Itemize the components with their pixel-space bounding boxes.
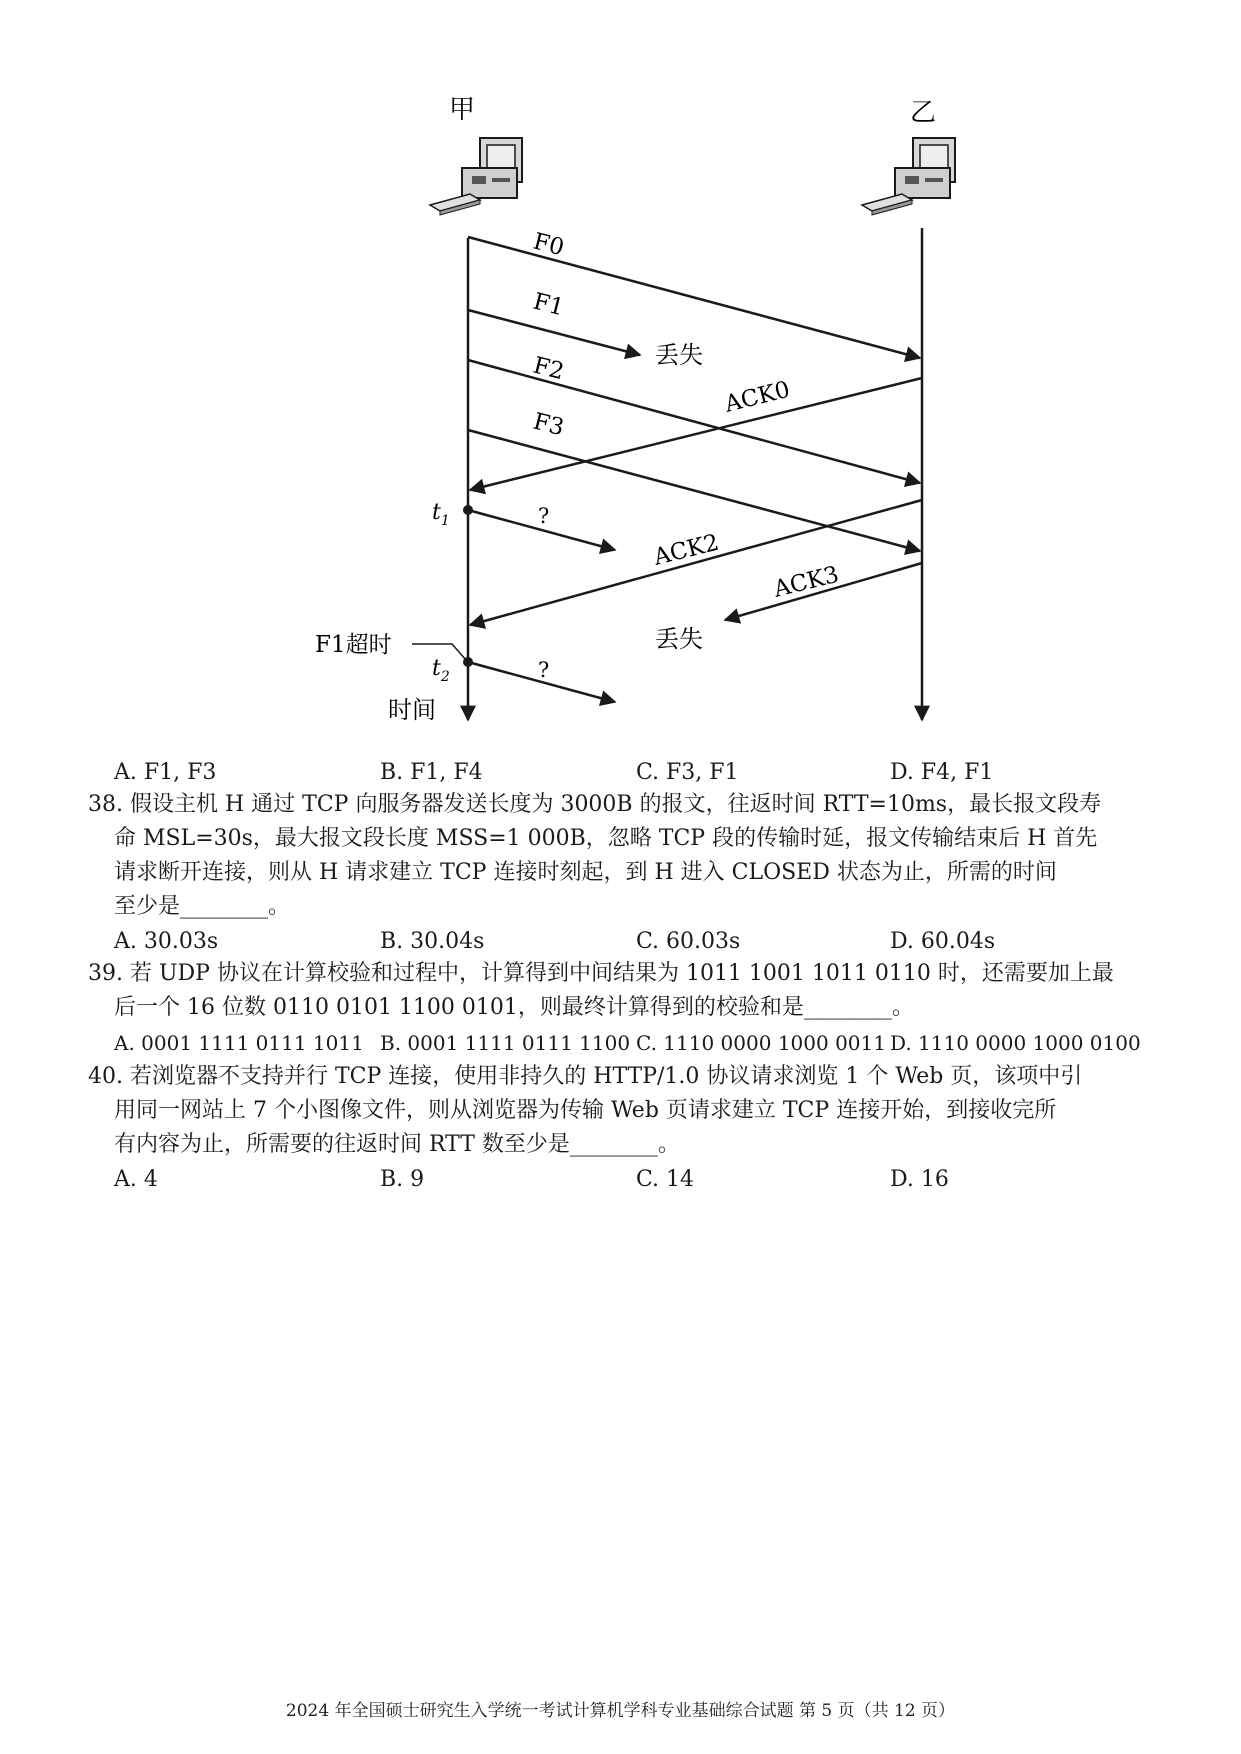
q37-option-d[interactable]: D. F4, F1 (890, 760, 994, 785)
label-f2: F2 (530, 352, 567, 386)
host-b-label: 乙 (909, 98, 937, 128)
q39-option-d[interactable]: D. 1110 0000 1000 0100 (890, 1031, 1141, 1055)
q40-option-a[interactable]: A. 4 (114, 1167, 158, 1192)
q37-option-b[interactable]: B. F1, F4 (380, 760, 483, 785)
time-axis-label: 时间 (388, 696, 436, 724)
q39-option-b[interactable]: B. 0001 1111 0111 1100 (380, 1031, 631, 1055)
label-ack3: ACK3 (771, 561, 842, 603)
q39-option-c[interactable]: C. 1110 0000 1000 0011 (636, 1031, 886, 1055)
q38-line-1: 38. 假设主机 H 通过 TCP 向服务器发送长度为 3000B 的报文，往返时间 RTT=10ms，最长报文段寿 (88, 792, 1102, 817)
label-ack2: ACK2 (651, 529, 722, 571)
q38-option-d[interactable]: D. 60.04s (890, 929, 996, 954)
q39-line-2: 后一个 16 位数 0110 0101 1100 0101，则最终计算得到的校验和是________。 (114, 995, 914, 1020)
q38-line-4: 至少是________。 (114, 894, 291, 919)
q38-line-3: 请求断开连接，则从 H 请求建立 TCP 连接时刻起，到 H 进入 CLOSED 状态为止，所需的时间 (114, 860, 1057, 885)
q37-option-a[interactable]: A. F1, F3 (114, 760, 217, 785)
lost-label-2: 丢失 (655, 625, 703, 653)
q40-line-1: 40. 若浏览器不支持并行 TCP 连接，使用非持久的 HTTP/1.0 协议请求浏览 1 个 Web 页，该项中引 (88, 1064, 1083, 1089)
t2-label: $t_2$ (432, 656, 450, 685)
q40-line-3: 有内容为止，所需要的往返时间 RTT 数至少是________。 (114, 1132, 680, 1157)
q40-option-c[interactable]: C. 14 (636, 1167, 695, 1192)
q40-line-2: 用同一网站上 7 个小图像文件，则从浏览器为传输 Web 页请求建立 TCP 连接开始，到接收完所 (114, 1098, 1057, 1123)
label-f0: F0 (530, 228, 567, 262)
q40-option-b[interactable]: B. 9 (380, 1167, 425, 1192)
lost-label-1: 丢失 (655, 341, 703, 369)
f1-timeout-label: F1超时 (315, 632, 392, 658)
q38-line-2: 命 MSL=30s，最大报文段长度 MSS=1 000B，忽略 TCP 段的传输时延，报文传输结束后 H 首先 (114, 826, 1098, 851)
q39-line-1: 39. 若 UDP 协议在计算校验和过程中，计算得到中间结果为 1011 1001 1011 0110 时，还需要加上最 (88, 961, 1114, 986)
q38-option-b[interactable]: B. 30.04s (380, 929, 485, 954)
frame-f3-arrow (468, 430, 920, 551)
label-ack0: ACK0 (722, 376, 793, 418)
t1-event-dot (463, 505, 473, 515)
computer-icon-host-a (430, 138, 522, 215)
t1-label: $t_1$ (432, 500, 450, 529)
q38-option-c[interactable]: C. 60.03s (636, 929, 741, 954)
question-mark-t1: ? (538, 504, 550, 528)
tcp-timing-diagram (0, 0, 1241, 760)
q37-option-c[interactable]: C. F3, F1 (636, 760, 739, 785)
q40-option-d[interactable]: D. 16 (890, 1167, 949, 1192)
question-mark-t2: ? (538, 658, 550, 682)
page-footer: 2024 年全国硕士研究生入学统一考试计算机学科专业基础综合试题 第 5 页（共 12 页） (285, 1701, 956, 1721)
q38-option-a[interactable]: A. 30.03s (114, 929, 219, 954)
q39-option-a[interactable]: A. 0001 1111 0111 1011 (114, 1031, 364, 1055)
label-f3: F3 (530, 408, 567, 442)
label-f1: F1 (530, 288, 567, 322)
computer-icon-host-b (862, 138, 955, 215)
host-a-label: 甲 (448, 95, 476, 125)
